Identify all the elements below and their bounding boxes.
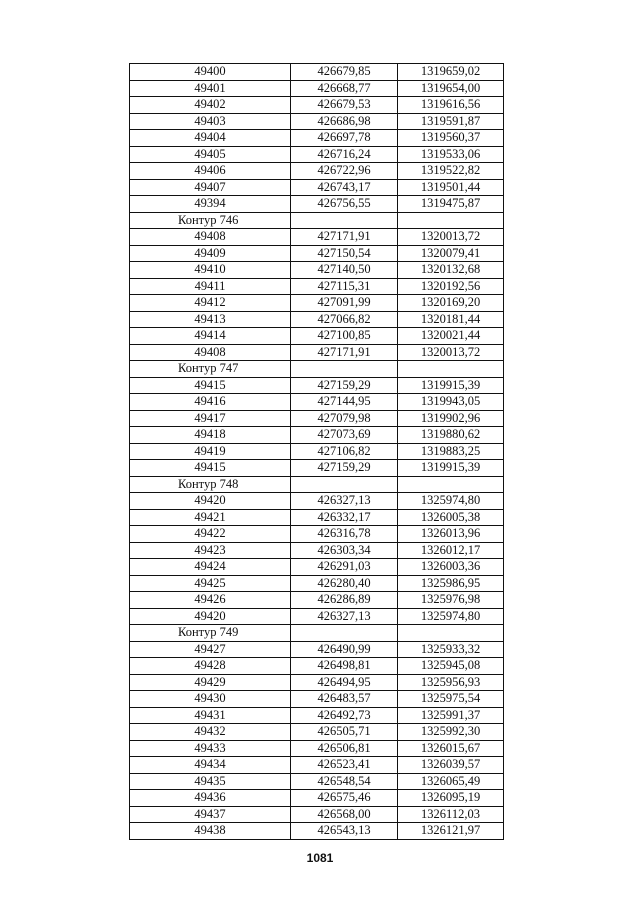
x-coordinate-cell: 426332,17 xyxy=(291,509,398,526)
point-number-cell: 49402 xyxy=(130,97,291,114)
x-coordinate-cell: 426327,13 xyxy=(291,493,398,510)
point-number-cell: 49415 xyxy=(130,377,291,394)
x-coordinate-cell: 426506,81 xyxy=(291,740,398,757)
y-coordinate-cell: 1320013,72 xyxy=(398,229,504,246)
x-coordinate-cell: 426303,34 xyxy=(291,542,398,559)
table-row xyxy=(130,229,504,246)
y-coordinate-cell: 1326039,57 xyxy=(398,757,504,774)
x-coordinate-cell: 426668,77 xyxy=(291,80,398,97)
x-coordinate-cell: 426483,57 xyxy=(291,691,398,708)
table-row xyxy=(130,262,504,279)
x-coordinate-cell: 426291,03 xyxy=(291,559,398,576)
x-coordinate-cell: 426286,89 xyxy=(291,592,398,609)
point-number-cell: 49404 xyxy=(130,130,291,147)
y-coordinate-cell: 1325991,37 xyxy=(398,707,504,724)
point-number-cell: 49403 xyxy=(130,113,291,130)
point-number-cell: 49412 xyxy=(130,295,291,312)
y-coordinate-cell: 1320192,56 xyxy=(398,278,504,295)
table-row xyxy=(130,740,504,757)
contour-header-row xyxy=(130,361,504,378)
point-number-cell: 49420 xyxy=(130,608,291,625)
x-coordinate-cell: 427115,31 xyxy=(291,278,398,295)
point-number-cell: 49418 xyxy=(130,427,291,444)
y-coordinate-cell: 1320181,44 xyxy=(398,311,504,328)
table-row xyxy=(130,179,504,196)
table-row xyxy=(130,427,504,444)
x-coordinate-cell: 427171,91 xyxy=(291,344,398,361)
contour-label: Контур 749 xyxy=(130,625,291,642)
coordinates-table-container xyxy=(129,63,503,840)
empty-cell xyxy=(291,361,398,378)
table-row xyxy=(130,377,504,394)
y-coordinate-cell: 1325956,93 xyxy=(398,674,504,691)
table-row xyxy=(130,64,504,81)
y-coordinate-cell: 1326012,17 xyxy=(398,542,504,559)
point-number-cell: 49421 xyxy=(130,509,291,526)
x-coordinate-cell: 426686,98 xyxy=(291,113,398,130)
x-coordinate-cell: 426490,99 xyxy=(291,641,398,658)
x-coordinate-cell: 427073,69 xyxy=(291,427,398,444)
point-number-cell: 49420 xyxy=(130,493,291,510)
y-coordinate-cell: 1319659,02 xyxy=(398,64,504,81)
x-coordinate-cell: 426498,81 xyxy=(291,658,398,675)
point-number-cell: 49411 xyxy=(130,278,291,295)
y-coordinate-cell: 1319883,25 xyxy=(398,443,504,460)
point-number-cell: 49424 xyxy=(130,559,291,576)
table-row xyxy=(130,806,504,823)
point-number-cell: 49436 xyxy=(130,790,291,807)
point-number-cell: 49410 xyxy=(130,262,291,279)
x-coordinate-cell: 426523,41 xyxy=(291,757,398,774)
table-row xyxy=(130,790,504,807)
x-coordinate-cell: 426543,13 xyxy=(291,823,398,840)
point-number-cell: 49413 xyxy=(130,311,291,328)
table-row xyxy=(130,245,504,262)
point-number-cell: 49416 xyxy=(130,394,291,411)
y-coordinate-cell: 1326003,36 xyxy=(398,559,504,576)
x-coordinate-cell: 426494,95 xyxy=(291,674,398,691)
table-row xyxy=(130,823,504,840)
table-row xyxy=(130,80,504,97)
x-coordinate-cell: 426716,24 xyxy=(291,146,398,163)
point-number-cell: 49405 xyxy=(130,146,291,163)
x-coordinate-cell: 426492,73 xyxy=(291,707,398,724)
table-row xyxy=(130,559,504,576)
x-coordinate-cell: 426548,54 xyxy=(291,773,398,790)
table-row xyxy=(130,443,504,460)
x-coordinate-cell: 426505,71 xyxy=(291,724,398,741)
point-number-cell: 49419 xyxy=(130,443,291,460)
point-number-cell: 49414 xyxy=(130,328,291,345)
y-coordinate-cell: 1319616,56 xyxy=(398,97,504,114)
point-number-cell: 49417 xyxy=(130,410,291,427)
y-coordinate-cell: 1320013,72 xyxy=(398,344,504,361)
point-number-cell: 49409 xyxy=(130,245,291,262)
y-coordinate-cell: 1325976,98 xyxy=(398,592,504,609)
x-coordinate-cell: 426722,96 xyxy=(291,163,398,180)
y-coordinate-cell: 1319533,06 xyxy=(398,146,504,163)
x-coordinate-cell: 427171,91 xyxy=(291,229,398,246)
coordinates-table xyxy=(129,63,504,840)
y-coordinate-cell: 1319902,96 xyxy=(398,410,504,427)
table-row xyxy=(130,592,504,609)
table-row xyxy=(130,394,504,411)
y-coordinate-cell: 1319943,05 xyxy=(398,394,504,411)
x-coordinate-cell: 426327,13 xyxy=(291,608,398,625)
point-number-cell: 49438 xyxy=(130,823,291,840)
y-coordinate-cell: 1319475,87 xyxy=(398,196,504,213)
point-number-cell: 49429 xyxy=(130,674,291,691)
table-row xyxy=(130,311,504,328)
table-row xyxy=(130,773,504,790)
y-coordinate-cell: 1326112,03 xyxy=(398,806,504,823)
y-coordinate-cell: 1326013,96 xyxy=(398,526,504,543)
point-number-cell: 49415 xyxy=(130,460,291,477)
point-number-cell: 49427 xyxy=(130,641,291,658)
page-number: 1081 xyxy=(306,851,334,865)
x-coordinate-cell: 426743,17 xyxy=(291,179,398,196)
x-coordinate-cell: 426316,78 xyxy=(291,526,398,543)
contour-label: Контур 748 xyxy=(130,476,291,493)
point-number-cell: 49428 xyxy=(130,658,291,675)
y-coordinate-cell: 1326005,38 xyxy=(398,509,504,526)
point-number-cell: 49394 xyxy=(130,196,291,213)
x-coordinate-cell: 426679,53 xyxy=(291,97,398,114)
point-number-cell: 49423 xyxy=(130,542,291,559)
table-row xyxy=(130,526,504,543)
x-coordinate-cell: 427159,29 xyxy=(291,460,398,477)
contour-header-row xyxy=(130,625,504,642)
empty-cell xyxy=(291,212,398,229)
point-number-cell: 49437 xyxy=(130,806,291,823)
y-coordinate-cell: 1320132,68 xyxy=(398,262,504,279)
x-coordinate-cell: 427106,82 xyxy=(291,443,398,460)
point-number-cell: 49435 xyxy=(130,773,291,790)
y-coordinate-cell: 1326015,67 xyxy=(398,740,504,757)
x-coordinate-cell: 426756,55 xyxy=(291,196,398,213)
table-row xyxy=(130,410,504,427)
empty-cell xyxy=(398,361,504,378)
table-row xyxy=(130,674,504,691)
y-coordinate-cell: 1319915,39 xyxy=(398,377,504,394)
x-coordinate-cell: 427066,82 xyxy=(291,311,398,328)
y-coordinate-cell: 1325974,80 xyxy=(398,493,504,510)
table-row xyxy=(130,493,504,510)
table-row xyxy=(130,658,504,675)
x-coordinate-cell: 426697,78 xyxy=(291,130,398,147)
y-coordinate-cell: 1326095,19 xyxy=(398,790,504,807)
point-number-cell: 49434 xyxy=(130,757,291,774)
y-coordinate-cell: 1319560,37 xyxy=(398,130,504,147)
table-row xyxy=(130,757,504,774)
x-coordinate-cell: 427100,85 xyxy=(291,328,398,345)
table-row xyxy=(130,113,504,130)
table-row xyxy=(130,575,504,592)
table-row xyxy=(130,328,504,345)
x-coordinate-cell: 427144,95 xyxy=(291,394,398,411)
table-row xyxy=(130,608,504,625)
x-coordinate-cell: 426575,46 xyxy=(291,790,398,807)
contour-header-row xyxy=(130,212,504,229)
table-row xyxy=(130,460,504,477)
contour-header-row xyxy=(130,476,504,493)
point-number-cell: 49430 xyxy=(130,691,291,708)
table-row xyxy=(130,146,504,163)
empty-cell xyxy=(398,625,504,642)
empty-cell xyxy=(398,212,504,229)
y-coordinate-cell: 1320021,44 xyxy=(398,328,504,345)
x-coordinate-cell: 426280,40 xyxy=(291,575,398,592)
table-row xyxy=(130,724,504,741)
x-coordinate-cell: 427150,54 xyxy=(291,245,398,262)
y-coordinate-cell: 1319501,44 xyxy=(398,179,504,196)
coordinates-table-body xyxy=(130,64,504,840)
table-row xyxy=(130,130,504,147)
x-coordinate-cell: 427159,29 xyxy=(291,377,398,394)
y-coordinate-cell: 1326065,49 xyxy=(398,773,504,790)
x-coordinate-cell: 426679,85 xyxy=(291,64,398,81)
point-number-cell: 49408 xyxy=(130,344,291,361)
y-coordinate-cell: 1319880,62 xyxy=(398,427,504,444)
y-coordinate-cell: 1325975,54 xyxy=(398,691,504,708)
y-coordinate-cell: 1326121,97 xyxy=(398,823,504,840)
point-number-cell: 49432 xyxy=(130,724,291,741)
point-number-cell: 49407 xyxy=(130,179,291,196)
y-coordinate-cell: 1325945,08 xyxy=(398,658,504,675)
contour-label: Контур 747 xyxy=(130,361,291,378)
y-coordinate-cell: 1325933,32 xyxy=(398,641,504,658)
x-coordinate-cell: 427140,50 xyxy=(291,262,398,279)
x-coordinate-cell: 427091,99 xyxy=(291,295,398,312)
contour-label: Контур 746 xyxy=(130,212,291,229)
table-row xyxy=(130,278,504,295)
y-coordinate-cell: 1325992,30 xyxy=(398,724,504,741)
table-row xyxy=(130,196,504,213)
x-coordinate-cell: 426568,00 xyxy=(291,806,398,823)
point-number-cell: 49408 xyxy=(130,229,291,246)
point-number-cell: 49406 xyxy=(130,163,291,180)
y-coordinate-cell: 1325986,95 xyxy=(398,575,504,592)
table-row xyxy=(130,542,504,559)
y-coordinate-cell: 1325974,80 xyxy=(398,608,504,625)
y-coordinate-cell: 1319915,39 xyxy=(398,460,504,477)
point-number-cell: 49401 xyxy=(130,80,291,97)
point-number-cell: 49431 xyxy=(130,707,291,724)
point-number-cell: 49426 xyxy=(130,592,291,609)
empty-cell xyxy=(291,625,398,642)
table-row xyxy=(130,691,504,708)
y-coordinate-cell: 1320079,41 xyxy=(398,245,504,262)
point-number-cell: 49433 xyxy=(130,740,291,757)
table-row xyxy=(130,707,504,724)
table-row xyxy=(130,163,504,180)
point-number-cell: 49425 xyxy=(130,575,291,592)
y-coordinate-cell: 1320169,20 xyxy=(398,295,504,312)
y-coordinate-cell: 1319522,82 xyxy=(398,163,504,180)
table-row xyxy=(130,97,504,114)
point-number-cell: 49422 xyxy=(130,526,291,543)
table-row xyxy=(130,641,504,658)
table-row xyxy=(130,295,504,312)
empty-cell xyxy=(291,476,398,493)
y-coordinate-cell: 1319654,00 xyxy=(398,80,504,97)
table-row xyxy=(130,509,504,526)
point-number-cell: 49400 xyxy=(130,64,291,81)
x-coordinate-cell: 427079,98 xyxy=(291,410,398,427)
empty-cell xyxy=(398,476,504,493)
table-row xyxy=(130,344,504,361)
y-coordinate-cell: 1319591,87 xyxy=(398,113,504,130)
